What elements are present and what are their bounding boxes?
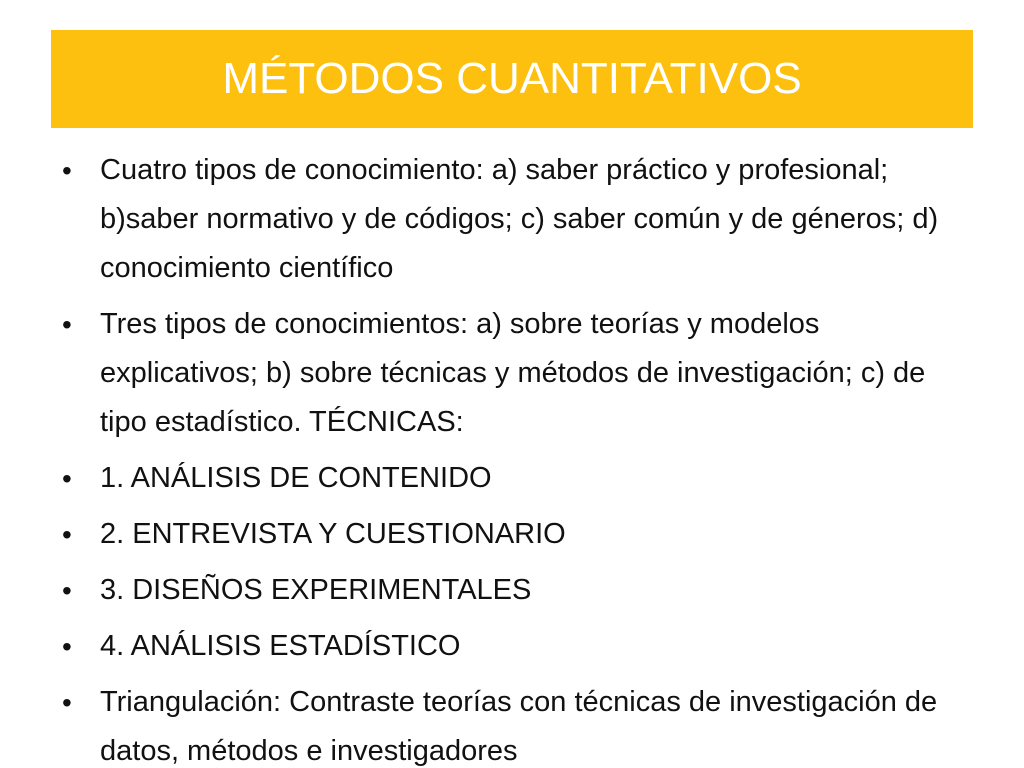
bullet-text: 1. ANÁLISIS DE CONTENIDO (100, 462, 492, 494)
slide-title: MÉTODOS CUANTITATIVOS (222, 54, 802, 103)
bullet-icon: • (62, 687, 72, 718)
bullet-text: 3. DISEÑOS EXPERIMENTALES (100, 574, 532, 606)
bullet-item (62, 566, 972, 615)
bullet-text: 4. ANÁLISIS ESTADÍSTICO (100, 630, 461, 662)
bullet-icon: • (62, 155, 72, 186)
bullet-item (62, 678, 972, 768)
bullet-text: Cuatro tipos de conocimiento: a) saber práctico y profesional; b)saber normativo y de códigos; c) saber común y de géneros; d) conocimiento científico (100, 154, 939, 284)
bullet-item (62, 510, 972, 559)
bullet-item (62, 300, 972, 447)
bullet-text: Tres tipos de conocimientos: a) sobre teorías y modelos explicativos; b) sobre técnicas y métodos de investigación; c) de tipo estadístico. TÉCNICAS: (100, 308, 926, 438)
bullet-icon: • (62, 575, 72, 606)
bullet-list (62, 146, 972, 768)
bullet-icon: • (62, 519, 72, 550)
bullet-item (62, 454, 972, 503)
bullet-icon: • (62, 309, 72, 340)
bullet-icon: • (62, 463, 72, 494)
bullet-icon: • (62, 631, 72, 662)
bullet-item (62, 622, 972, 671)
bullet-item (62, 146, 972, 293)
bullet-text: Triangulación: Contraste teorías con técnicas de investigación de datos, métodos e investigadores (100, 686, 938, 767)
bullet-text: 2. ENTREVISTA Y CUESTIONARIO (100, 518, 566, 550)
title-banner (51, 30, 973, 128)
